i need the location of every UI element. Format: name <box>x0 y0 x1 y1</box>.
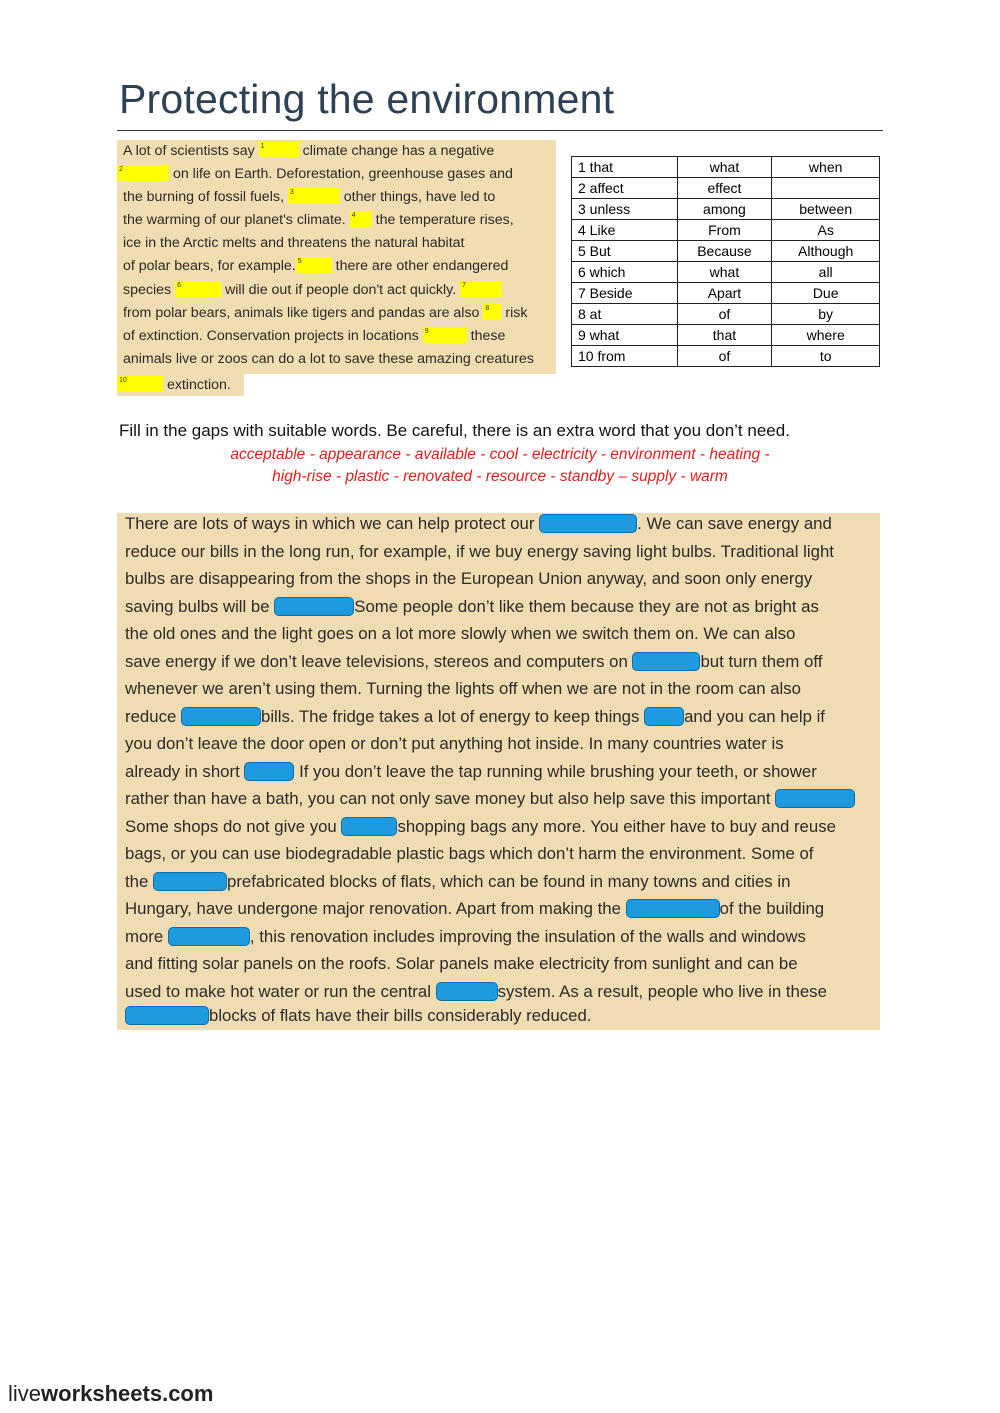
gap-input-environment[interactable] <box>539 514 637 533</box>
option-cell: where <box>772 325 880 346</box>
options-row <box>572 220 880 241</box>
option-cell: of <box>677 304 772 325</box>
options-row <box>572 199 880 220</box>
gap-input-5[interactable]: 5 <box>296 257 332 273</box>
passage-1-line: of polar bears, for example. 5 there are other endangered <box>123 258 509 274</box>
passage-1-line: of extinction. Conservation projects in locations 9 these <box>123 328 506 344</box>
option-cell: among <box>677 199 772 220</box>
option-cell: 5 But <box>572 241 678 262</box>
gap-input-7[interactable]: 7 <box>460 281 502 297</box>
gap-input-heating[interactable] <box>436 982 498 1001</box>
passage-2-line: Hungary, have undergone major renovation. Apart from making the of the building <box>125 899 825 918</box>
passage-1-line: 2 on life on Earth. Deforestation, greenhouse gases and <box>119 166 513 182</box>
gap-input-appearance[interactable] <box>626 899 720 918</box>
passage-2-line: reduce our bills in the long run, for example, if we buy energy saving light bulbs. Traditional light <box>125 541 834 561</box>
passage-1-line: ice in the Arctic melts and threatens the natural habitat <box>123 235 465 251</box>
passage-2-line: the prefabricated blocks of flats, which can be found in many towns and cities in <box>125 871 791 891</box>
passage-2-line: already in short If you don’t leave the tap running while brushing your teeth, or shower <box>125 761 817 781</box>
passage-2-line: reduce bills. The fridge takes a lot of energy to keep things and you can help if <box>125 706 825 726</box>
gap-input-plastic[interactable] <box>341 817 397 836</box>
passage-2-line: you don’t leave the door open or don’t put anything hot inside. In many countries water is <box>125 734 784 753</box>
title-divider <box>117 130 883 131</box>
option-cell: From <box>677 220 772 241</box>
liveworksheets-logo[interactable]: liveworksheets.com <box>8 1381 214 1406</box>
passage-1-line: the warming of our planet's climate. 4 the temperature rises, <box>123 212 514 228</box>
gap-input-10[interactable]: 10 <box>117 376 163 392</box>
passage-2-line: There are lots of ways in which we can help protect our . We can save energy and <box>125 514 832 533</box>
word-bank-line-1: acceptable - appearance - available - cool - electricity - environment - heating - <box>230 446 770 463</box>
option-cell: 3 unless <box>572 199 678 220</box>
passage-1-line: 10 extinction. <box>119 377 231 393</box>
passage-2-line: Some shops do not give you shopping bags any more. You either have to buy and reuse <box>125 816 836 836</box>
options-row <box>572 157 880 178</box>
word-bank-line-2: high-rise - plastic - renovated - resource - standby – supply - warm <box>272 468 728 485</box>
option-cell: 8 at <box>572 304 678 325</box>
gap-input-acceptable[interactable] <box>168 927 250 946</box>
options-row <box>572 346 880 367</box>
options-row <box>572 283 880 304</box>
passage-2-line: save energy if we don’t leave televisions, stereos and computers on but turn them off <box>125 651 823 671</box>
instruction-text: Fill in the gaps with suitable words. Be careful, there is an extra word that you don’t need. <box>119 421 790 440</box>
option-cell: by <box>772 304 880 325</box>
option-cell: Apart <box>677 283 772 304</box>
option-cell: between <box>772 199 880 220</box>
options-row <box>572 178 880 199</box>
passage-2-line: bulbs are disappearing from the shops in the European Union anyway, and soon only energy <box>125 569 813 588</box>
option-cell: 2 affect <box>572 178 678 199</box>
passage-2-scan <box>117 513 880 1030</box>
option-cell: 9 what <box>572 325 678 346</box>
passage-2-line: blocks of flats have their bills considerably reduced. <box>125 1005 591 1027</box>
passage-2-line: whenever we aren’t using them. Turning the lights off when we are not in the room can also <box>125 679 801 698</box>
option-cell: what <box>677 262 772 283</box>
options-row <box>572 241 880 262</box>
options-row <box>572 325 880 346</box>
gap-input-available[interactable] <box>274 597 354 616</box>
option-cell: 6 which <box>572 262 678 283</box>
option-cell: Although <box>772 241 880 262</box>
gap-input-standby[interactable] <box>632 652 700 671</box>
gap-input-electricity[interactable] <box>181 707 261 726</box>
gap-input-supply[interactable] <box>244 762 294 781</box>
gap-input-1[interactable]: 1 <box>259 142 299 158</box>
passage-1-scan <box>117 140 556 374</box>
gap-input-cool[interactable] <box>644 707 684 726</box>
passage-1-line: species 6 will die out if people don't act quickly. 7 <box>123 281 502 299</box>
option-cell: 1 that <box>572 157 678 178</box>
passage-2-line: and fitting solar panels on the roofs. Solar panels make electricity from sunlight and can be <box>125 954 798 973</box>
option-cell: to <box>772 346 880 367</box>
option-cell <box>772 178 880 199</box>
option-cell: all <box>772 262 880 283</box>
option-cell: Due <box>772 283 880 304</box>
option-cell: As <box>772 220 880 241</box>
option-cell: Because <box>677 241 772 262</box>
options-row <box>572 304 880 325</box>
option-cell: 10 from <box>572 346 678 367</box>
passage-2-line: bags, or you can use biodegradable plastic bags which don’t harm the environment. Some of <box>125 844 814 863</box>
passage-1-line: animals live or zoos can do a lot to save these amazing creatures <box>123 351 534 367</box>
passage-2-line: rather than have a bath, you can not only save money but also help save this important <box>125 788 855 810</box>
gap-input-high-rise[interactable] <box>153 872 227 891</box>
option-cell: that <box>677 325 772 346</box>
passage-2-line: more , this renovation includes improving the insulation of the walls and windows <box>125 926 806 946</box>
page-title: Protecting the environment <box>119 76 615 122</box>
gap-input-renovated[interactable] <box>125 1006 209 1025</box>
option-cell: when <box>772 157 880 178</box>
gap-input-8[interactable]: 8 <box>483 304 501 320</box>
gap-input-resource[interactable] <box>775 789 855 808</box>
option-cell: 7 Beside <box>572 283 678 304</box>
option-cell: what <box>677 157 772 178</box>
passage-1-line: A lot of scientists say 1 climate change has a negative <box>123 143 495 159</box>
passage-2-line: the old ones and the light goes on a lot more slowly when we switch them on. We can also <box>125 624 796 643</box>
gap-input-2[interactable]: 2 <box>117 165 169 181</box>
options-row <box>572 262 880 283</box>
option-cell: of <box>677 346 772 367</box>
passage-1-line: the burning of fossil fuels, 3 other things, have led to <box>123 189 496 205</box>
answer-options-table <box>571 156 880 367</box>
passage-1-scan-tail <box>117 374 244 396</box>
passage-1-line: from polar bears, animals like tigers and pandas are also 8 risk <box>123 305 528 321</box>
gap-input-6[interactable]: 6 <box>175 281 221 297</box>
option-cell: 4 Like <box>572 220 678 241</box>
gap-input-3[interactable]: 3 <box>288 188 340 204</box>
passage-2-line: used to make hot water or run the central system. As a result, people who live in these <box>125 981 827 1001</box>
gap-input-4[interactable]: 4 <box>350 211 372 227</box>
gap-input-9[interactable]: 9 <box>423 327 467 343</box>
passage-2-line: saving bulbs will be Some people don’t like them because they are not as bright as <box>125 596 819 616</box>
option-cell: effect <box>677 178 772 199</box>
